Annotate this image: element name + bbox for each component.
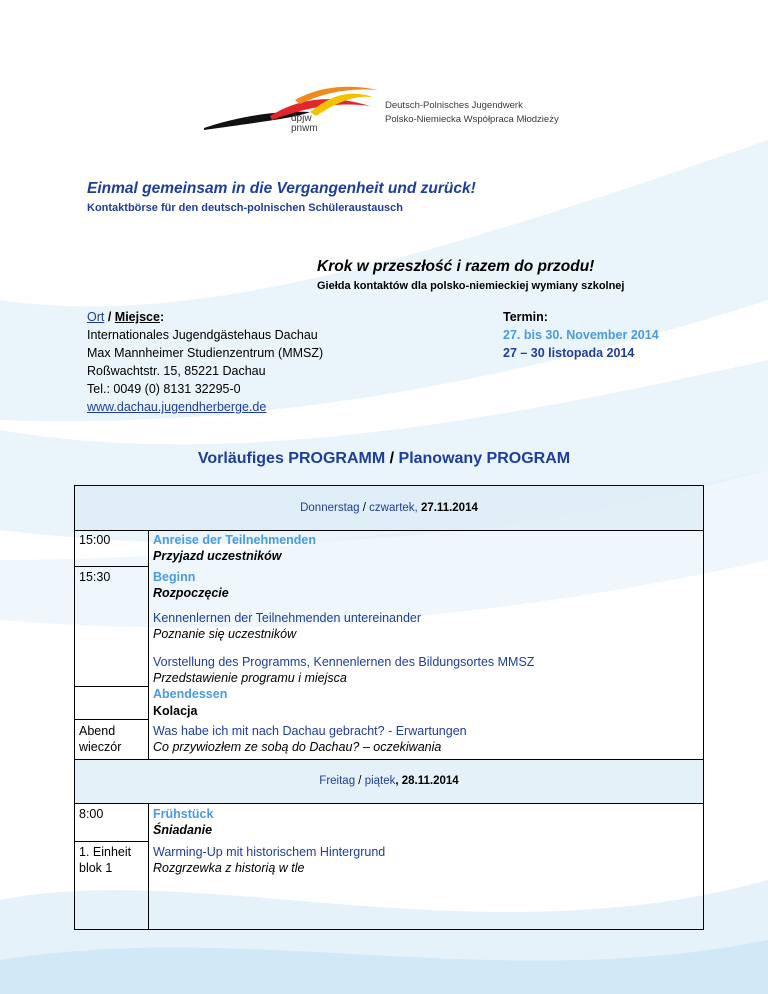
place-line: Roßwachtstr. 15, 85221 Dachau: [87, 364, 266, 378]
term-date-de: 27. bis 30. November 2014: [503, 328, 659, 342]
website-link[interactable]: www.dachau.jugendherberge.de: [87, 400, 267, 414]
title-de: Einmal gemeinsam in die Vergangenheit und zurück!: [87, 180, 476, 197]
day-header-thursday: Donnerstag / czwartek, 27.11.2014: [75, 486, 703, 530]
term-date-pl: 27 – 30 listopada 2014: [503, 346, 635, 360]
program-item: Anreise der Teilnehmenden: [153, 533, 317, 547]
place-line: Internationales Jugendgästehaus Dachau: [87, 328, 318, 342]
program-item: Poznanie się uczestników: [153, 627, 297, 641]
program-item: Przedstawienie programu i miejsca: [153, 671, 347, 685]
program-item: Przyjazd uczestników: [153, 549, 282, 563]
place-label-de: Ort: [87, 310, 105, 324]
place-heading: Ort / Miejsce:: [87, 310, 165, 324]
program-item: Rozpoczęcie: [153, 586, 229, 600]
subtitle-de: Kontaktbörse für den deutsch-polnischen Schüleraustausch: [87, 202, 403, 214]
org-name-pl: Polsko-Niemiecka Współpraca Młodzieży: [385, 114, 559, 125]
place-line: Max Mannheimer Studienzentrum (MMSZ): [87, 346, 324, 360]
time-cell: 15:30: [79, 570, 111, 584]
title-pl: Krok w przeszłość i razem do przodu!: [317, 258, 595, 275]
time-cell: wieczór: [79, 740, 122, 754]
subtitle-pl: Giełda kontaktów dla polsko-niemieckiej wymiany szkolnej: [317, 280, 625, 292]
place-line: Tel.: 0049 (0) 8131 32295-0: [87, 382, 241, 396]
program-item: Warming-Up mit historischem Hintergrund: [153, 845, 386, 859]
program-item: Abendessen: [153, 687, 228, 701]
logo-organisation-name: [385, 99, 559, 127]
program-item: Co przywiozłem ze sobą do Dachau? – oczekiwania: [153, 740, 442, 754]
place-block: [87, 308, 323, 416]
program-item: Kennenlernen der Teilnehmenden untereinander: [153, 611, 422, 625]
program-item: Śniadanie: [153, 823, 213, 837]
abbr-pl: pnwm: [291, 123, 318, 134]
term-block: [503, 308, 659, 362]
program-item: Was habe ich mit nach Dachau gebracht? - Erwartungen: [153, 724, 467, 738]
program-item: Vorstellung des Programms, Kennenlernen des Bildungsortes MMSZ: [153, 655, 535, 669]
logo-abbreviation: [291, 114, 318, 134]
place-label-pl: Miejsce: [114, 310, 160, 324]
abbr-de: dpjw: [291, 113, 312, 124]
time-cell: 15:00: [79, 533, 111, 547]
time-cell: blok 1: [79, 861, 113, 875]
program-item: Beginn: [153, 570, 196, 584]
program-item: Kolacja: [153, 704, 198, 718]
time-cell: Abend: [79, 724, 116, 738]
day-header-friday: Freitag / piątek, 28.11.2014: [75, 760, 703, 803]
program-table: [74, 485, 704, 930]
program-heading: Vorläufiges PROGRAMM / Planowany PROGRAM: [197, 450, 571, 467]
time-cell: 8:00: [79, 807, 104, 821]
term-label: Termin:: [503, 310, 548, 324]
program-item: Frühstück: [153, 807, 214, 821]
time-cell: 1. Einheit: [79, 845, 132, 859]
program-item: Rozgrzewka z historią w tle: [153, 861, 305, 875]
org-name-de: Deutsch-Polnisches Jugendwerk: [385, 100, 523, 111]
